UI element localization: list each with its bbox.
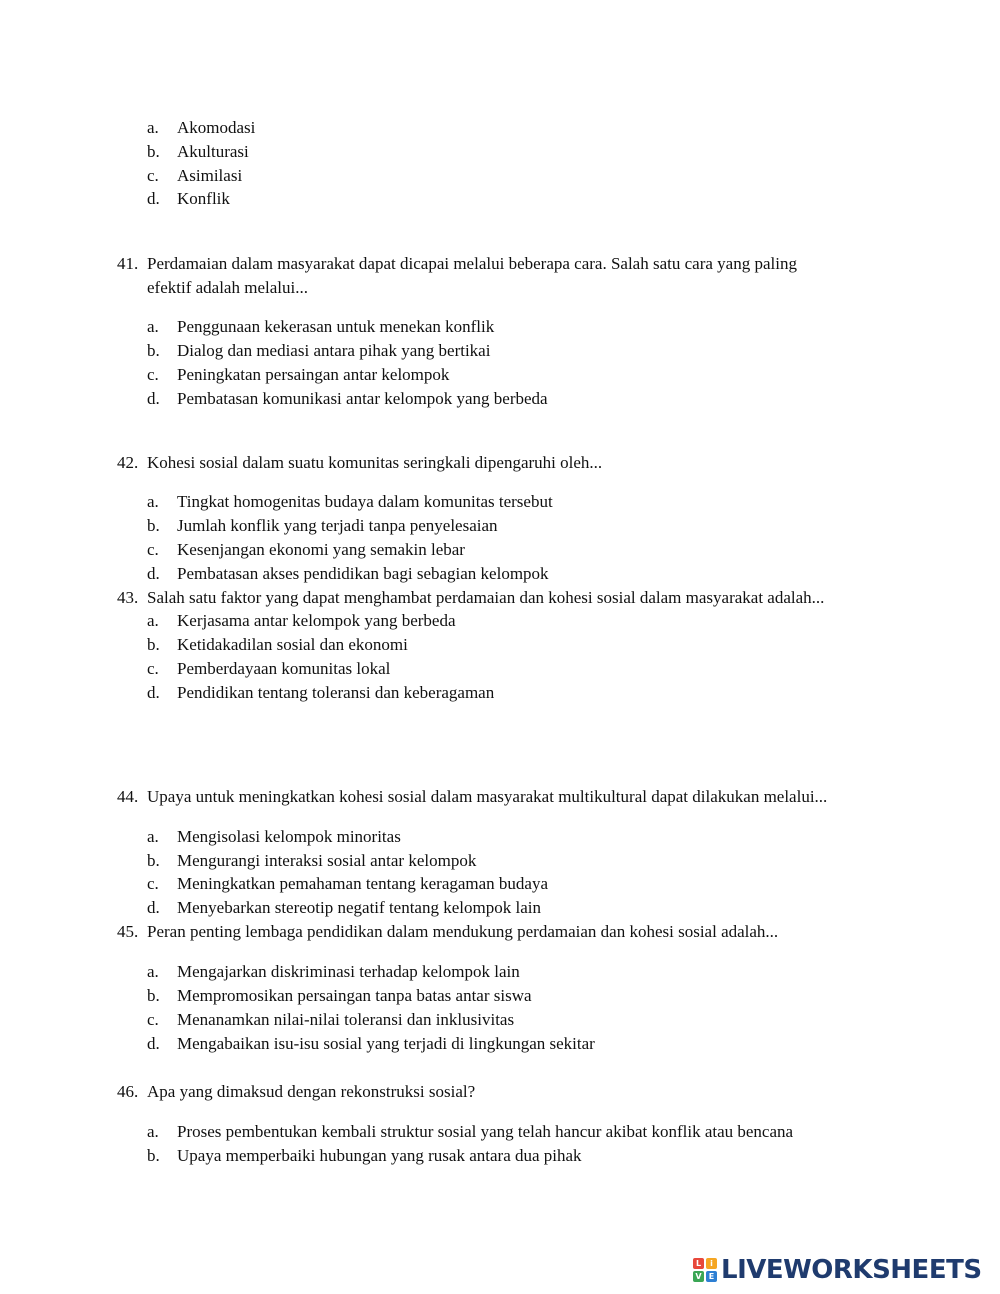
question-number: 45. xyxy=(117,922,139,941)
option-letter: c. xyxy=(147,1010,159,1029)
question-number: 44. xyxy=(117,787,139,806)
question-number: 46. xyxy=(117,1082,139,1101)
option-letter: d. xyxy=(147,389,160,408)
logo-mark-cell: V xyxy=(693,1271,704,1282)
option-text: Tingkat homogenitas budaya dalam komunitas tersebut xyxy=(177,492,553,511)
logo-text: LIVEWORKSHEETS xyxy=(721,1255,982,1285)
question-number: 42. xyxy=(117,453,139,472)
question-text: efektif adalah melalui... xyxy=(147,278,308,297)
option-text: Konflik xyxy=(177,189,230,208)
option-text: Pemberdayaan komunitas lokal xyxy=(177,659,391,678)
option-text: Kesenjangan ekonomi yang semakin lebar xyxy=(177,540,465,559)
option-text: Proses pembentukan kembali struktur sosial yang telah hancur akibat konflik atau bencana xyxy=(177,1122,794,1141)
liveworksheets-logo[interactable] xyxy=(693,1255,982,1285)
question-text: Perdamaian dalam masyarakat dapat dicapai melalui beberapa cara. Salah satu cara yang paling xyxy=(147,254,797,273)
option-text: Menanamkan nilai-nilai toleransi dan inklusivitas xyxy=(177,1010,515,1029)
option-letter: b. xyxy=(147,851,160,870)
option-text: Asimilasi xyxy=(177,166,243,185)
option-text: Mengurangi interaksi sosial antar kelompok xyxy=(177,851,477,870)
option-text: Mengabaikan isu-isu sosial yang terjadi di lingkungan sekitar xyxy=(177,1034,595,1053)
option-letter: d. xyxy=(147,1034,160,1053)
question-text: Kohesi sosial dalam suatu komunitas seringkali dipengaruhi oleh... xyxy=(147,453,603,472)
option-text: Dialog dan mediasi antara pihak yang bertikai xyxy=(177,341,491,360)
option-letter: d. xyxy=(147,564,160,583)
logo-mark-cell: i xyxy=(706,1258,717,1269)
option-text: Jumlah konflik yang terjadi tanpa penyelesaian xyxy=(177,516,498,535)
option-letter: b. xyxy=(147,341,160,360)
option-text: Pembatasan komunikasi antar kelompok yang berbeda xyxy=(177,389,548,408)
option-letter: b. xyxy=(147,1146,160,1165)
option-letter: d. xyxy=(147,683,160,702)
option-letter: b. xyxy=(147,635,160,654)
option-text: Upaya memperbaiki hubungan yang rusak antara dua pihak xyxy=(177,1146,582,1165)
logo-mark-cell: E xyxy=(706,1271,717,1282)
option-letter: a. xyxy=(147,611,159,630)
option-text: Akomodasi xyxy=(177,118,256,137)
option-letter: c. xyxy=(147,365,159,384)
question-number: 41. xyxy=(117,254,139,273)
option-letter: a. xyxy=(147,317,159,336)
option-letter: a. xyxy=(147,962,159,981)
option-text: Meningkatkan pemahaman tentang keragaman budaya xyxy=(177,874,549,893)
question-number: 43. xyxy=(117,588,139,607)
option-text: Akulturasi xyxy=(177,142,249,161)
option-letter: a. xyxy=(147,118,159,137)
option-letter: c. xyxy=(147,540,159,559)
option-letter: b. xyxy=(147,142,160,161)
option-text: Mengajarkan diskriminasi terhadap kelompok lain xyxy=(177,962,520,981)
option-text: Kerjasama antar kelompok yang berbeda xyxy=(177,611,456,630)
option-text: Penggunaan kekerasan untuk menekan konflik xyxy=(177,317,495,336)
option-text: Pendidikan tentang toleransi dan keberagaman xyxy=(177,683,495,702)
option-letter: a. xyxy=(147,492,159,511)
question-text: Peran penting lembaga pendidikan dalam mendukung perdamaian dan kohesi sosial adalah... xyxy=(147,922,779,941)
option-letter: a. xyxy=(147,827,159,846)
option-letter: c. xyxy=(147,659,159,678)
option-letter: d. xyxy=(147,189,160,208)
option-letter: b. xyxy=(147,986,160,1005)
option-letter: c. xyxy=(147,166,159,185)
option-text: Mengisolasi kelompok minoritas xyxy=(177,827,401,846)
option-text: Peningkatan persaingan antar kelompok xyxy=(177,365,450,384)
option-text: Mempromosikan persaingan tanpa batas antar siswa xyxy=(177,986,532,1005)
option-text: Menyebarkan stereotip negatif tentang kelompok lain xyxy=(177,898,541,917)
option-letter: c. xyxy=(147,874,159,893)
question-text: Apa yang dimaksud dengan rekonstruksi sosial? xyxy=(147,1082,476,1101)
question-text: Upaya untuk meningkatkan kohesi sosial dalam masyarakat multikultural dapat dilakukan melalui... xyxy=(147,787,828,806)
logo-mark-cell: L xyxy=(693,1258,704,1269)
option-text: Pembatasan akses pendidikan bagi sebagian kelompok xyxy=(177,564,549,583)
option-letter: b. xyxy=(147,516,160,535)
liveworksheets-logo-icon xyxy=(693,1258,717,1282)
option-text: Ketidakadilan sosial dan ekonomi xyxy=(177,635,408,654)
option-letter: d. xyxy=(147,898,160,917)
question-text: Salah satu faktor yang dapat menghambat perdamaian dan kohesi sosial dalam masyarakat adalah... xyxy=(147,588,825,607)
option-letter: a. xyxy=(147,1122,159,1141)
